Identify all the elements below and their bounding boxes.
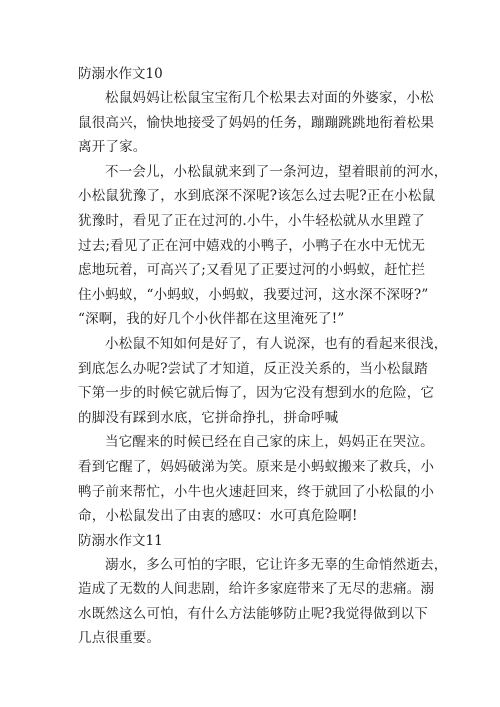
text-line: 小松鼠犹豫了，水到底深不深呢?该怎么过去呢?正在小松鼠 xyxy=(78,188,436,205)
document-page xyxy=(78,62,448,651)
text-line: 犹豫时，看见了正在过河的.小牛，小牛轻松就从水里蹚了 xyxy=(78,212,425,229)
text-line: 住小蚂蚁，“小蚂蚁，小蚂蚁，我要过河，这水深不深呀?” xyxy=(78,286,429,303)
text-line: 的脚没有踩到水底，它拼命挣扎，拼命呼喊 xyxy=(78,409,339,426)
essay-11-paragraph-1 xyxy=(78,553,448,651)
essay-10-paragraph-4 xyxy=(78,430,435,528)
text-line: 命，小松鼠发出了由衷的感叹：水可真危险啊! xyxy=(78,508,358,525)
text-line: 小松鼠不知如何是好了，有人说深，也有的看起来很浅， xyxy=(105,335,448,352)
text-line: 溺水，多么可怕的字眼，它让许多无辜的生命悄然逝去， xyxy=(105,556,448,573)
text-line: 看到它醒了，妈妈破涕为笑。原来是小蚂蚁搬来了救兵，小 xyxy=(78,458,435,475)
text-line: 离开了家。 xyxy=(78,139,147,156)
text-line: 虑地玩着，可高兴了;又看见了正要过河的小蚂蚁，赶忙拦 xyxy=(78,262,426,279)
text-line: 过去;看见了正在河中嬉戏的小鸭子，小鸭子在水中无忧无 xyxy=(78,237,426,254)
text-line: 不一会儿，小松鼠就来到了一条河边，望着眼前的河水， xyxy=(105,163,448,180)
text-line: 下第一步的时候它就后悔了，因为它没有想到水的危险，它 xyxy=(78,385,435,402)
text-line: 几点很重要。 xyxy=(78,630,161,647)
essay-10-paragraph-2 xyxy=(78,160,448,332)
text-line: 到底怎么办呢?尝试了才知道，反正没关系的，当小松鼠踏 xyxy=(78,360,428,377)
essay-11-title: 防溺水作文11 xyxy=(78,532,163,549)
essay-10-paragraph-3 xyxy=(78,332,448,430)
text-line: “深啊，我的好几个小伙伴都在这里淹死了!” xyxy=(78,311,345,328)
text-line: 造成了无数的人间悲剧，给许多家庭带来了无尽的悲痛。溺 xyxy=(78,581,435,598)
essay-10-paragraph-1 xyxy=(78,86,435,160)
text-line: 水既然这么可怕，有什么方法能够防止呢?我觉得做到以下 xyxy=(78,605,428,622)
text-line: 当它醒来的时候已经在自己家的床上，妈妈正在哭泣。 xyxy=(105,434,434,451)
essay-10-title: 防溺水作文10 xyxy=(78,66,163,82)
text-line: 松鼠妈妈让松鼠宝宝衔几个松果去对面的外婆家，小松 xyxy=(105,90,434,106)
text-line: 鸭子前来帮忙，小牛也火速赶回来，终于就回了小松鼠的小 xyxy=(78,483,435,500)
text-line: 鼠很高兴，愉快地接受了妈妈的任务，蹦蹦跳跳地衔着松果 xyxy=(78,114,435,131)
